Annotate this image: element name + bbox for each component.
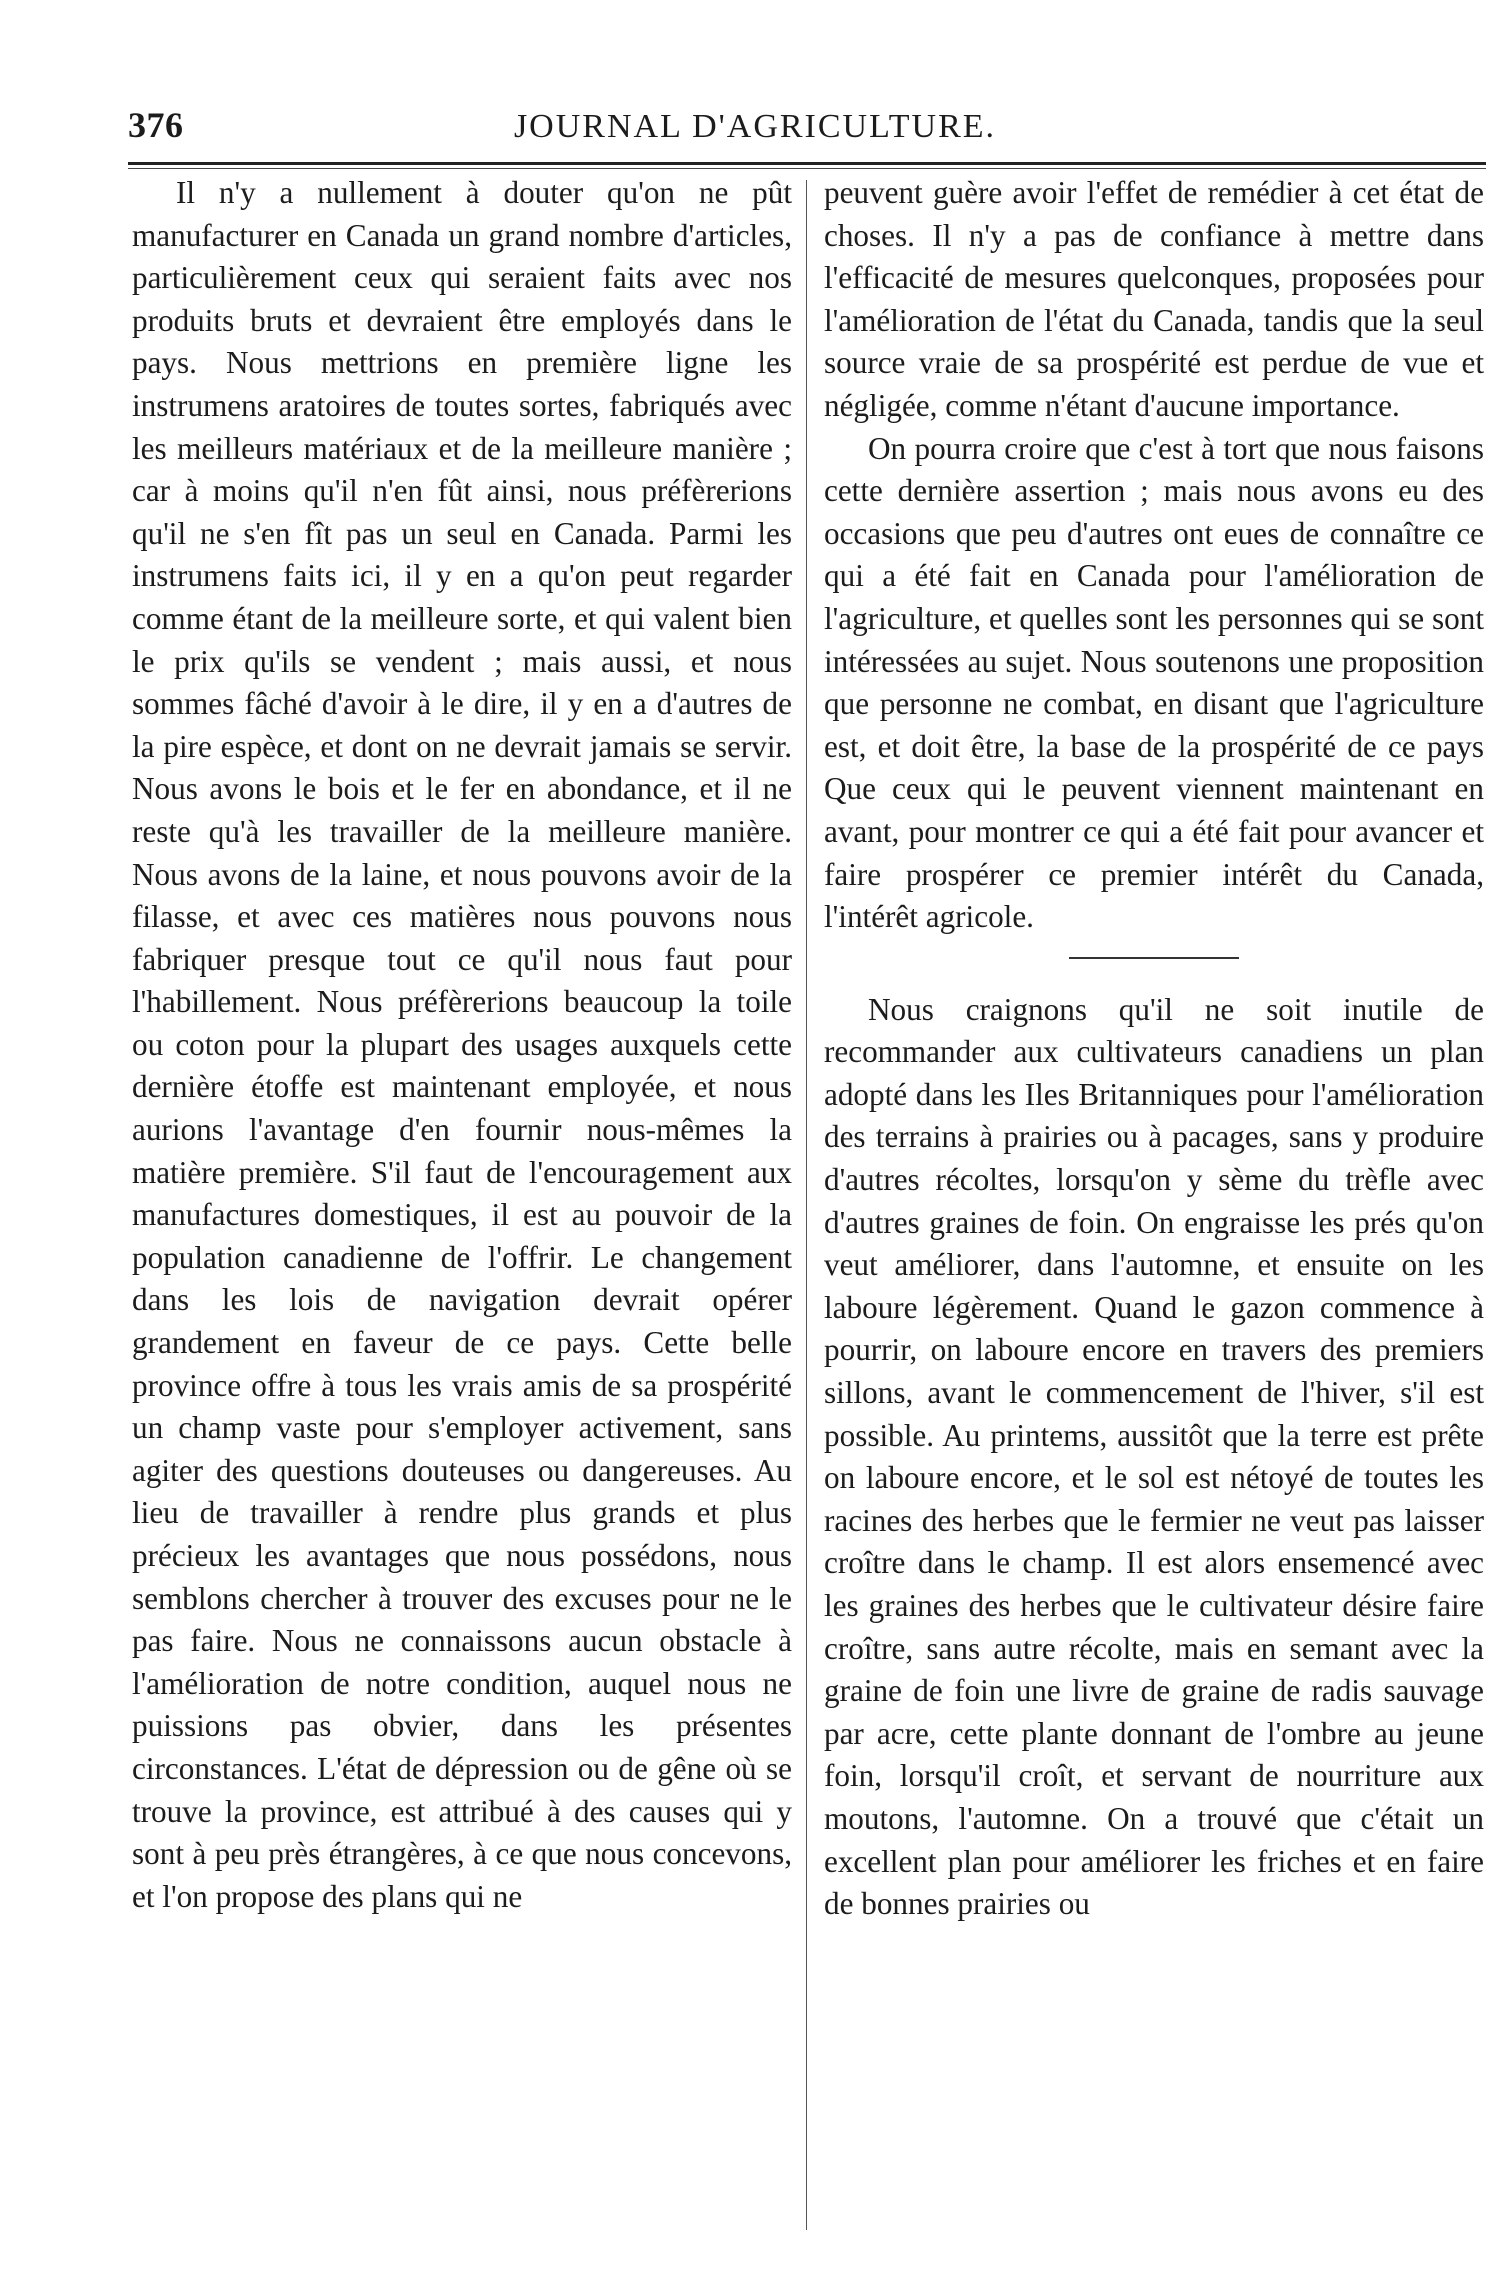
section-divider (1069, 957, 1239, 959)
left-column (132, 172, 792, 1918)
header-rule-thick (128, 162, 1486, 165)
paragraph-meadow-improvement: Nous craignons qu'il ne soit inutile de recommander aux cultivateurs canadiens un plan adopté dans les Iles Britanniques pour l'amélioration des terrains à prairies ou à pacages, sans y produire d'autres récoltes, lorsqu'on y sème du trèfle avec d'autres graines de foin. On engraisse les prés qu'on veut améliorer, dans l'automne, et ensuite on les laboure légèrement. Quand le gazon commence à pourrir, on laboure encore en travers des premiers sillons, avant le commencement de l'hiver, s'il est possible. Au printems, aussitôt que la terre est prête on laboure encore, et le sol est nétoyé de toutes les racines des herbes que le fermier ne veut pas laisser croître dans le champ. Il est alors ensemencé avec les graines des herbes que le cultivateur désire faire croître, sans autre récolte, mais en semant avec la graine de foin une livre de graine de radis sauvage par acre, cette plante donnant de l'ombre au jeune foin, lorsqu'il croît, et servant de nourriture aux moutons, l'automne. On a trouvé que c'était un excellent plan pour améliorer les friches et en faire de bonnes prairies ou (824, 991, 1484, 1922)
paragraph-manufactures: Il n'y a nullement à douter qu'on ne pût manufacturer en Canada un grand nombre d'articles, particulièrement ceux qui seraient faits avec nos produits bruts et devraient être employés dans le pays. Nous mettrions en première ligne les instrumens aratoires de toutes sortes, fabriqués avec les meilleurs matériaux et de la meilleure manière ; car à moins qu'il n'en fût ainsi, nous préfèrerions qu'il ne s'en fît pas un seul en Canada. Parmi les instrumens faits ici, il y en a qu'on peut regarder comme étant de la meilleure sorte, et qui valent bien le prix qu'ils se vendent ; mais aussi, et nous sommes fâché d'avoir à le dire, il y en a d'autres de la pire espèce, et dont on ne devrait jamais se servir. Nous avons le bois et le fer en abondance, et il ne reste qu'à les travailler de la meilleure manière. Nous avons de la laine, et nous pouvons avoir de la filasse, et avec ces matières nous pouvons nous fabriquer presque tout ce qu'il nous faut pour l'habillement. Nous préfèrerions beaucoup la toile ou coton pour la plupart des usages auxquels cette dernière étoffe est maintenant employée, et nous aurions l'avantage d'en fournir nous-mêmes la matière première. S'il faut de l'encouragement aux manufactures domestiques, il est au pouvoir de la population canadienne de l'offrir. Le changement dans les lois de navigation devrait opérer grandement en faveur de ce pays. Cette belle province offre à tous les vrais amis de sa prospérité un champ vaste pour s'employer activement, sans agiter des questions douteuses ou dangereuses. Au lieu de travailler à rendre plus grands et plus précieux les avantages que nous possédons, nous semblons chercher à trouver des excuses pour ne le pas faire. Nous ne connaissons aucun obstacle à l'amélioration de notre condition, auquel nous ne puissions pas obvier, dans les présentes circonstances. L'état de dépression ou de gêne où se trouve la province, est attribué à des causes qui y sont à peu près étrangères, à ce que nous concevons, et l'on propose des plans qui ne (132, 175, 792, 1914)
header-rule-thin (128, 168, 1486, 169)
running-title: JOURNAL D'AGRICULTURE. (513, 108, 997, 145)
page-number: 376 (128, 105, 184, 145)
right-column (824, 172, 1484, 1926)
paragraph-manufactures-continued: peuvent guère avoir l'effet de remédier à cet état de choses. Il n'y a pas de confiance à mettre dans l'efficacité de mesures quelconques, proposées pour l'amélioration de l'état du Canada, tandis que la seul source vraie de sa prospérité est perdue de vue et négligée, comme n'étant d'aucune importance. (824, 175, 1484, 423)
paragraph-agriculture-assertion: On pourra croire que c'est à tort que nous faisons cette dernière assertion ; mais nous avons eu des occasions que peu d'autres ont eues de connaître ce qui a été fait en Canada pour l'amélioration de l'agriculture, et quelles sont les personnes qui se sont intéressées au sujet. Nous soutenons une proposition que personne ne combat, en disant que l'agriculture est, et doit être, la base de la prospérité de ce pays Que ceux qui le peuvent viennent maintenant en avant, pour montrer ce qui a été fait pour avancer et faire prospérer ce premier intérêt du Canada, l'intérêt agricole. (824, 430, 1484, 935)
column-divider (806, 180, 807, 2230)
